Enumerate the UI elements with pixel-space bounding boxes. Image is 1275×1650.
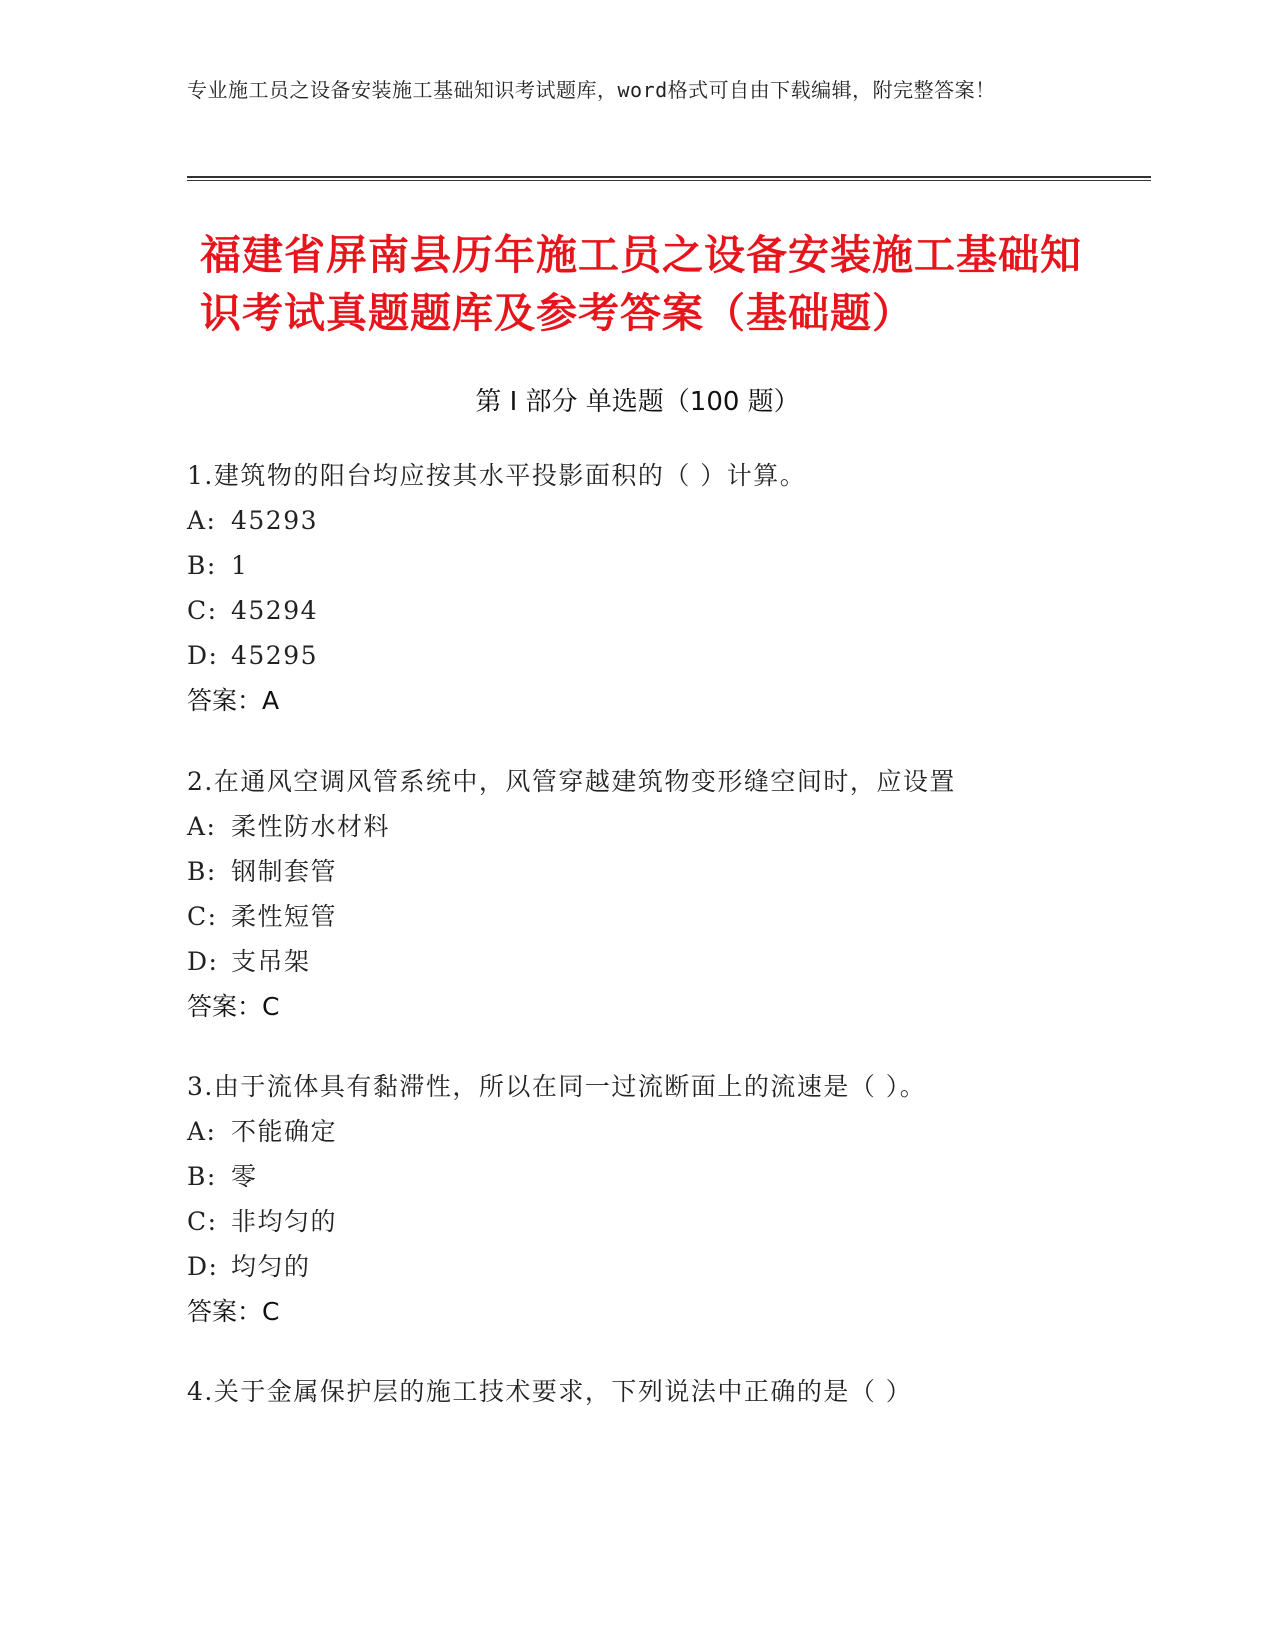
option-a: [187, 804, 1147, 849]
question-1: [187, 454, 1147, 723]
option-text: 均匀的: [231, 1252, 311, 1281]
option-a: [187, 1109, 1147, 1154]
answer-label: 答案：: [187, 686, 263, 715]
answer-line: [187, 1289, 1147, 1334]
option-text: 1: [231, 551, 249, 580]
answer-line: [187, 678, 1147, 723]
option-text: 不能确定: [231, 1117, 338, 1146]
answer-value: C: [262, 992, 280, 1021]
option-text: 零: [231, 1162, 258, 1191]
header-note: 专业施工员之设备安装施工基础知识考试题库，word格式可自由下载编辑，附完整答案！: [187, 78, 996, 102]
option-text: 45295: [231, 641, 319, 670]
option-key: B:: [187, 551, 217, 580]
question-stem: 4.关于金属保护层的施工技术要求，下列说法中正确的是（ ）: [187, 1377, 913, 1406]
answer-line: [187, 984, 1147, 1029]
option-text: 45294: [231, 596, 319, 625]
option-d: [187, 1244, 1147, 1289]
question-stem: 2.在通风空调风管系统中，风管穿越建筑物变形缝空间时，应设置: [187, 767, 956, 796]
option-key: D:: [187, 641, 219, 670]
option-text: 柔性防水材料: [231, 812, 391, 841]
option-d: [187, 939, 1147, 984]
answer-value: C: [262, 1297, 280, 1326]
option-a: [187, 498, 1147, 543]
option-key: A:: [187, 1117, 217, 1146]
option-b: [187, 849, 1147, 894]
answer-label: 答案：: [187, 1297, 263, 1326]
option-key: C:: [187, 596, 218, 625]
option-key: D:: [187, 1252, 219, 1281]
header-divider: [187, 176, 1151, 181]
question-3: [187, 1065, 1147, 1334]
answer-value: A: [262, 686, 280, 715]
option-key: B:: [187, 1162, 217, 1191]
option-text: 非均匀的: [231, 1207, 338, 1236]
option-key: A:: [187, 506, 217, 535]
option-c: [187, 894, 1147, 939]
document-title: 福建省屏南县历年施工员之设备安装施工基础知识考试真题题库及参考答案（基础题）: [200, 231, 1082, 337]
option-key: D:: [187, 947, 219, 976]
question-stem: 3.由于流体具有黏滞性，所以在同一过流断面上的流速是（ ）。: [187, 1072, 927, 1101]
option-text: 支吊架: [231, 947, 311, 976]
answer-label: 答案：: [187, 992, 263, 1021]
option-b: [187, 543, 1147, 588]
section-title: 第 I 部分 单选题（100 题）: [475, 387, 800, 417]
option-c: [187, 1199, 1147, 1244]
option-d: [187, 633, 1147, 678]
option-text: 柔性短管: [231, 902, 338, 931]
option-key: C:: [187, 1207, 218, 1236]
option-key: C:: [187, 902, 218, 931]
option-key: A:: [187, 812, 217, 841]
option-c: [187, 588, 1147, 633]
option-b: [187, 1154, 1147, 1199]
option-text: 钢制套管: [231, 857, 338, 886]
question-4: [187, 1370, 1147, 1414]
option-text: 45293: [231, 506, 319, 535]
question-2: [187, 760, 1147, 1029]
question-stem: 1.建筑物的阳台均应按其水平投影面积的（ ）计算。: [187, 461, 807, 490]
option-key: B:: [187, 857, 217, 886]
